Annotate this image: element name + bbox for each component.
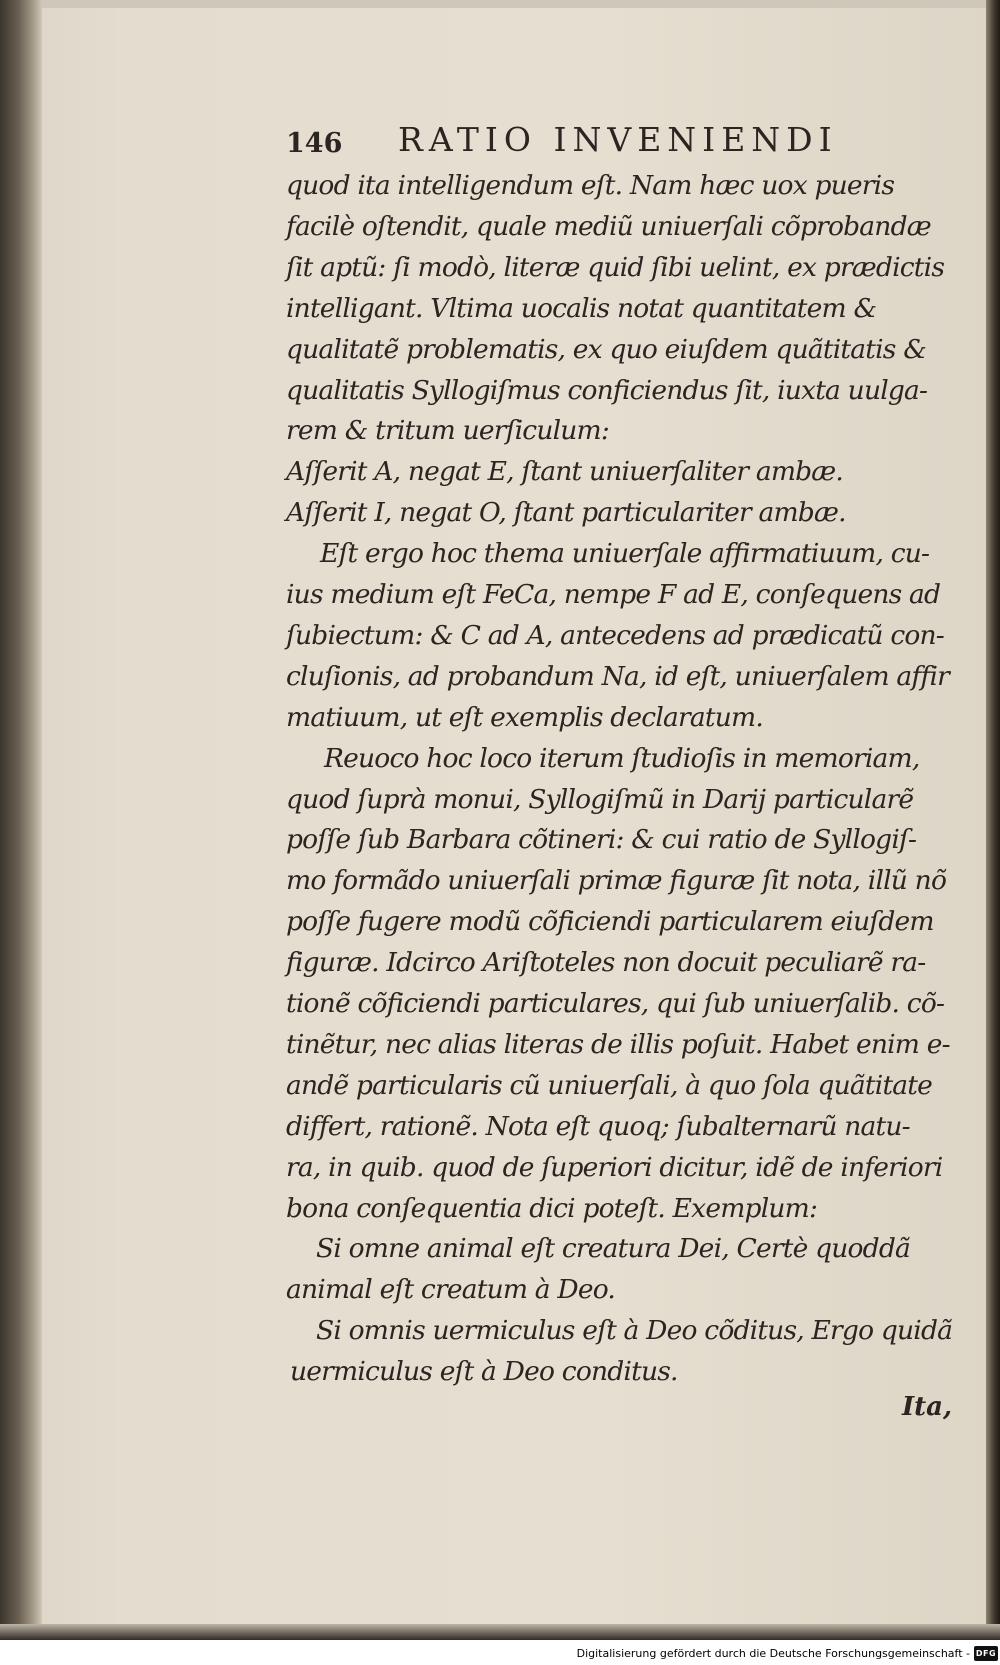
text-line: ſubiectum: & C ad A, antecedens ad prædicatũ con- xyxy=(286,619,944,651)
footer-bar xyxy=(0,1644,1000,1665)
text-line: bona conſequentia dici poteſt. Exemplum: xyxy=(286,1192,818,1224)
running-title: RATIO INVENIENDI xyxy=(398,120,838,159)
text-line: mo formãdo uniuerſali primæ figuræ ſit nota, illũ nõ xyxy=(286,865,947,897)
text-line: quod ita intelligendum eſt. Nam hæc uox pueris xyxy=(286,170,895,201)
text-line: poſſe fugere modũ cõficiendi particularem eiuſdem xyxy=(286,906,934,938)
catchword: Ita, xyxy=(902,1392,953,1422)
text-line: qualitatẽ problematis, ex quo eiuſdem quãtitatis & xyxy=(286,333,927,365)
page-bottom-edge xyxy=(0,1624,1000,1640)
text-line: quod ſuprà monui, Syllogiſmũ in Darij particularẽ xyxy=(286,783,914,815)
text-line: ra, in quib. quod de ſuperiori dicitur, idẽ de inferiori xyxy=(286,1151,943,1183)
dfg-logo: DFG xyxy=(974,1646,998,1661)
text-line: andẽ particularis cũ uniuerſali, à quo ſola quãtitate xyxy=(286,1069,933,1101)
text-line: ſit aptũ: ſi modò, literæ quid ſibi uelint, ex prædictis xyxy=(286,251,945,283)
text-line: Si omne animal eſt creatura Dei, Certè quoddã xyxy=(316,1233,910,1265)
text-line: cluſionis, ad probandum Na, id eſt, uniuerſalem affir xyxy=(286,660,949,692)
text-line: Aſſerit I, negat O, ſtant particulariter ambæ. xyxy=(286,497,846,529)
page-number: 146 xyxy=(286,128,343,159)
text-line: ius medium eſt FeCa, nempe F ad E, conſequens ad xyxy=(286,579,941,610)
page-edge-shadow xyxy=(986,0,1000,1640)
book-gutter xyxy=(0,0,42,1640)
text-line: animal eſt creatum à Deo. xyxy=(286,1274,616,1306)
text-line: poſſe ſub Barbara cõtineri: & cui ratio de Syllogiſ- xyxy=(286,824,917,856)
text-line: rem & tritum uerſiculum: xyxy=(286,415,609,447)
text-line: tinẽtur, nec alias literas de illis poſuit. Habet enim e- xyxy=(286,1028,950,1060)
text-line: tionẽ cõficiendi particulares, qui ſub uniuerſalib. cõ- xyxy=(286,988,945,1019)
text-line: uermiculus eſt à Deo conditus. xyxy=(290,1356,678,1388)
text-line: Reuoco hoc loco iterum ſtudioſis in memoriam, xyxy=(324,742,920,774)
text-line: Eſt ergo hoc thema uniuerſale affirmatiuum, cu- xyxy=(320,538,930,570)
text-line: matiuum, ut eſt exemplis declaratum. xyxy=(286,701,763,733)
text-line: Si omnis uermiculus eſt à Deo cõditus, Ergo quidã xyxy=(316,1315,953,1347)
text-line: differt, rationẽ. Nota eſt quoq; ſubalternarũ natu- xyxy=(286,1110,910,1142)
text-line: qualitatis Syllogiſmus conficiendus ſit, iuxta uulga- xyxy=(286,374,928,406)
running-head xyxy=(286,118,926,166)
text-line: facilè oſtendit, quale mediũ uniuerſali cõprobandæ xyxy=(286,210,931,242)
funding-notice: Digitalisierung gefördert durch die Deutsche Forschungsgemeinschaft - xyxy=(576,1647,970,1660)
text-line: figuræ. Idcirco Ariſtoteles non docuit peculiarẽ ra- xyxy=(286,947,926,979)
text-line: intelligant. Vltima uocalis notat quantitatem & xyxy=(286,292,877,324)
text-line: Aſſerit A, negat E, ſtant uniuerſaliter ambæ. xyxy=(286,456,844,488)
